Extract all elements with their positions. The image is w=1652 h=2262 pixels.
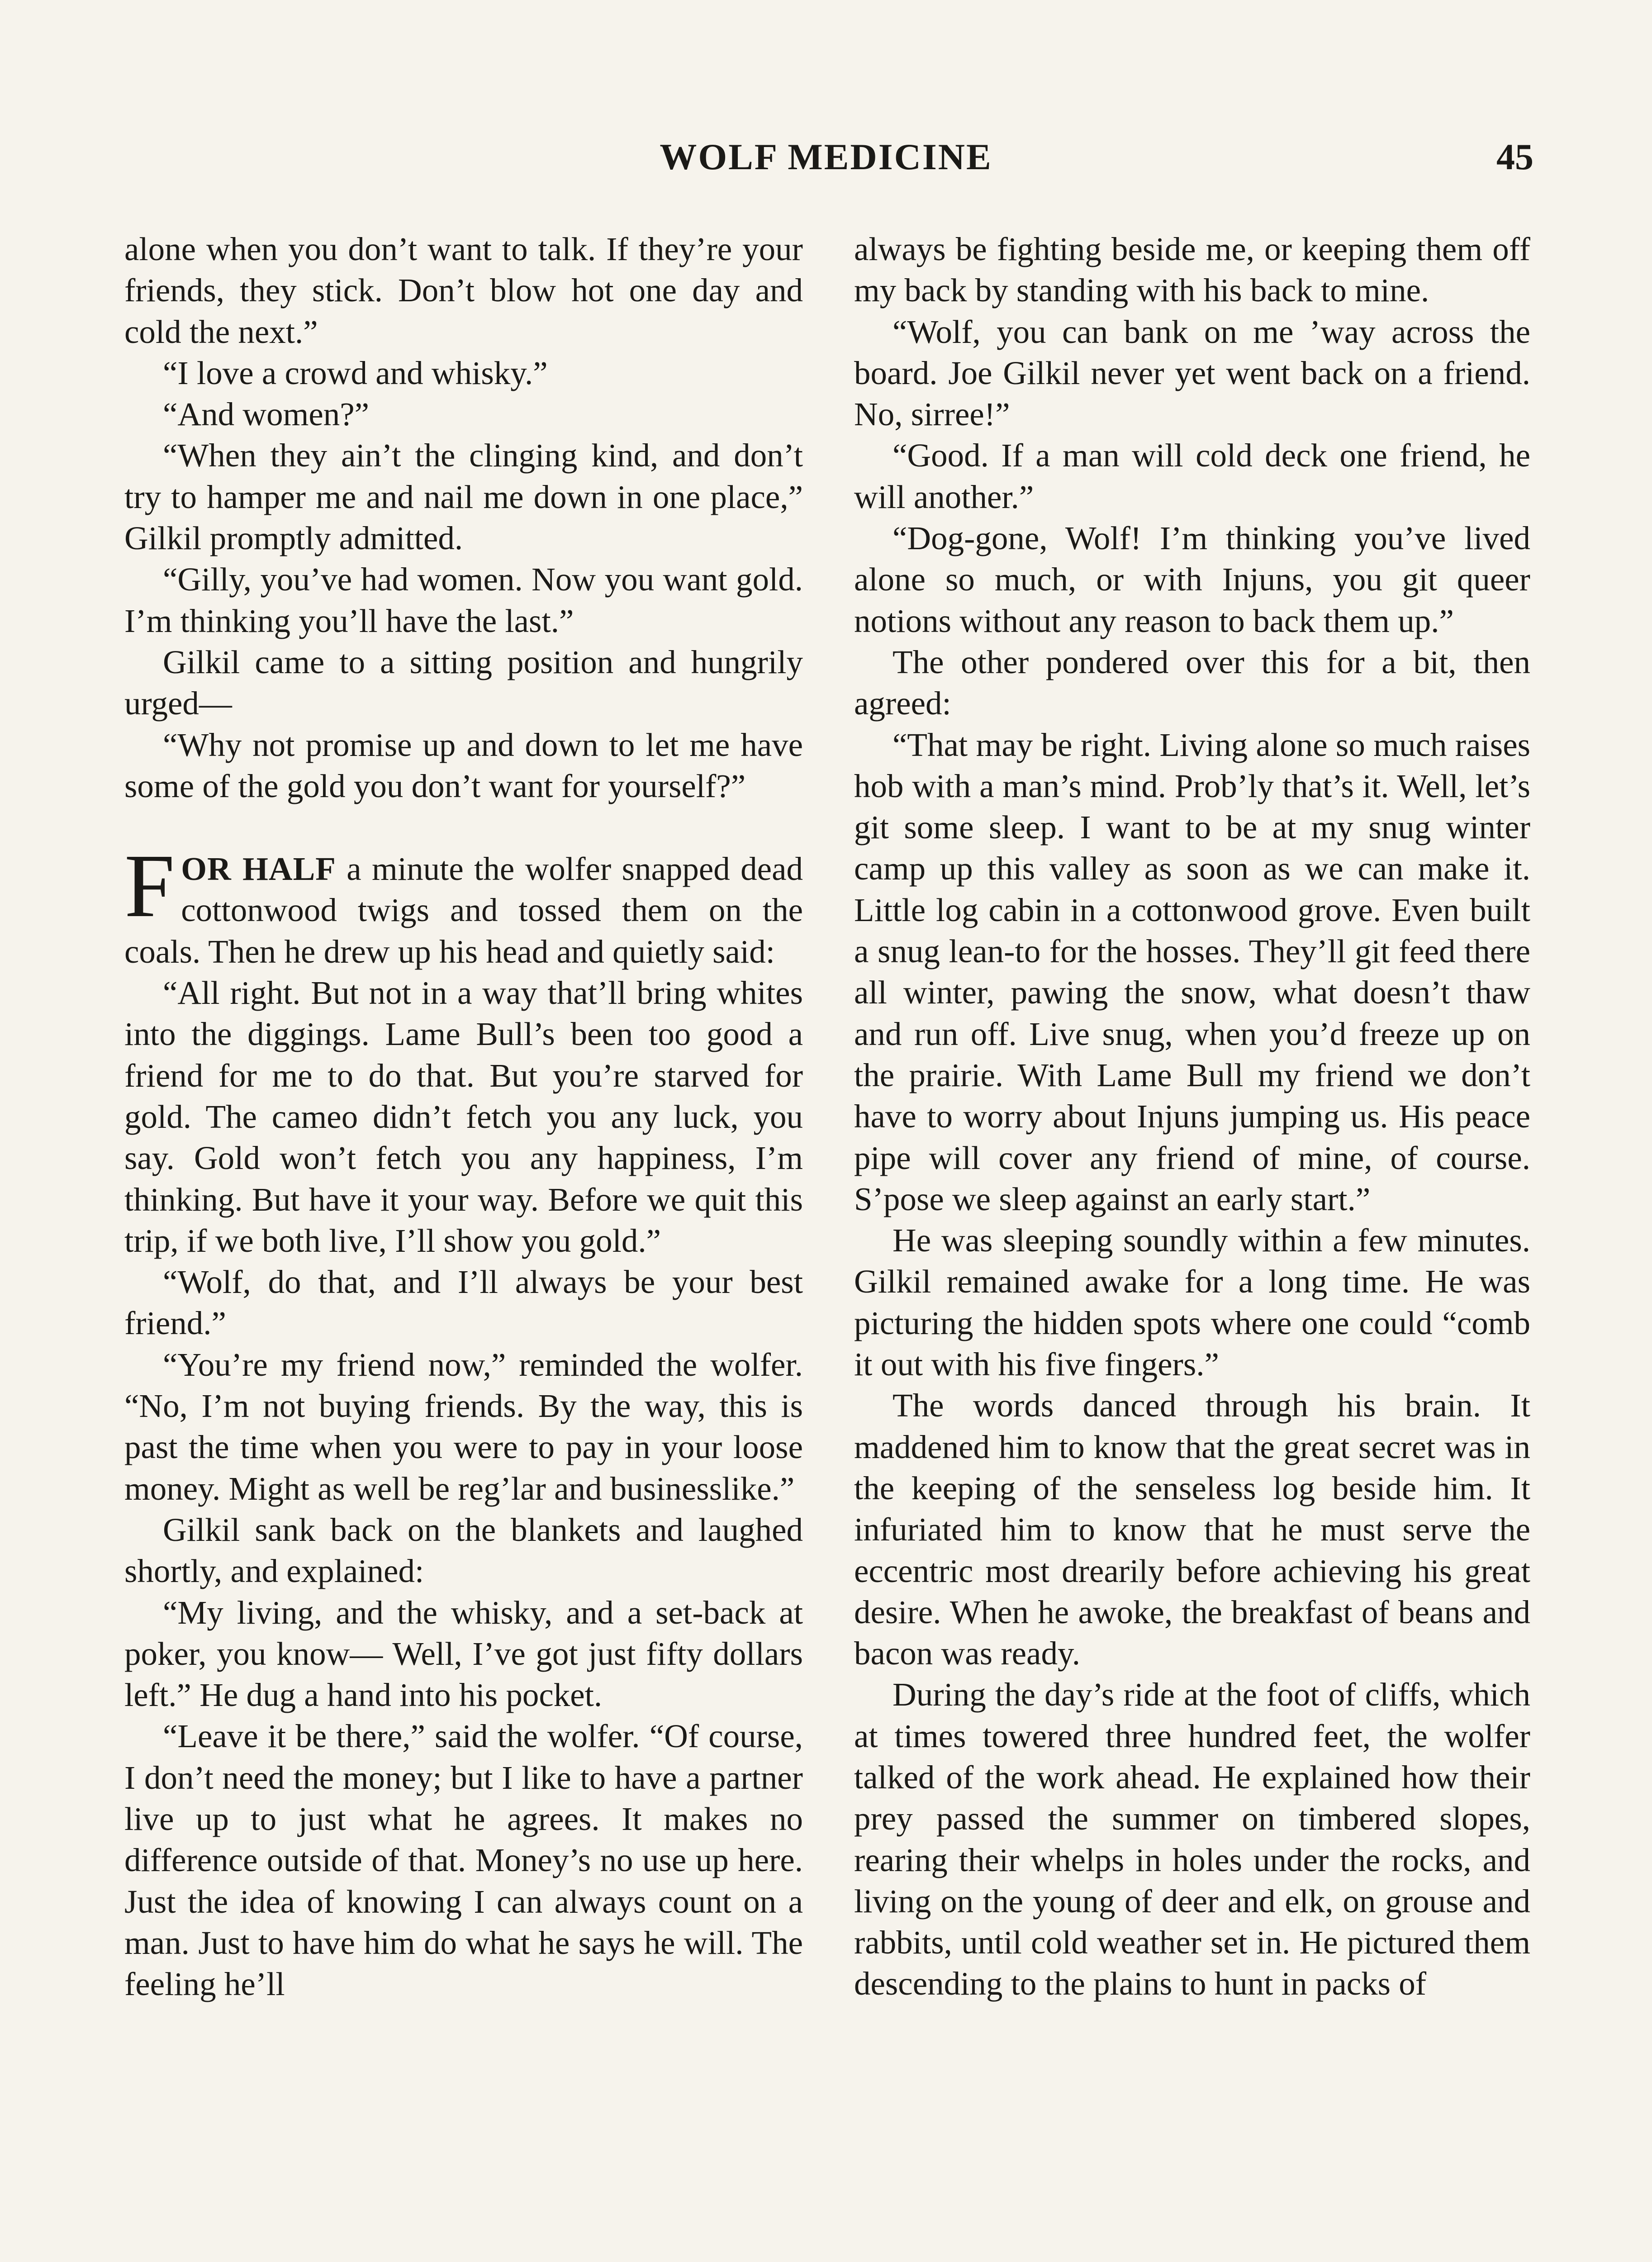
- paragraph: “My living, and the whisky, and a set-back at poker, you know— Well, I’ve got just fifty dollars left.” He dug a hand into his pocket.: [124, 1594, 803, 1714]
- paragraph: “I love a crowd and whisky.”: [163, 354, 548, 391]
- paragraph: “Wolf, you can bank on me ’way across the board. Joe Gilkil never yet went back on a friend. No, sirree!”: [854, 313, 1530, 433]
- left-column: [124, 228, 803, 2005]
- paragraph: “And women?”: [163, 396, 370, 433]
- paragraph: “Why not promise up and down to let me have some of the gold you don’t want for yourself?”: [124, 726, 803, 804]
- paragraph: “Gilly, you’ve had women. Now you want gold. I’m thinking you’ll have the last.”: [124, 561, 803, 639]
- paragraph: “Leave it be there,” said the wolfer. “Of course, I don’t need the money; but I like to have a partner live up to just what he agrees. It makes no difference outside of that. Money’s no use up here. Just the idea of knowing I can always count on a man. Just to have him do what he says he will. The feeling he’ll: [124, 1718, 803, 2003]
- paragraph: The other pondered over this for a bit, then agreed:: [854, 643, 1530, 722]
- page-header: [0, 136, 1652, 185]
- page-number: 45: [1496, 136, 1533, 177]
- paragraph: alone when you don’t want to talk. If they’re your friends, they stick. Don’t blow hot one day and cold the next.”: [124, 231, 803, 350]
- paragraph: “You’re my friend now,” reminded the wolfer. “No, I’m not buying friends. By the way, this is past the time when you were to pay in your loose money. Might as well be reg’lar and businesslike.”: [124, 1346, 803, 1507]
- section-opening-paragraph: [124, 836, 803, 972]
- paragraph: “Wolf, do that, and I’ll always be your best friend.”: [124, 1264, 803, 1342]
- paragraph: Gilkil came to a sitting position and hungrily urged—: [124, 643, 803, 722]
- paragraph: During the day’s ride at the foot of cliffs, which at times towered three hundred feet, the wolfer talked of the work ahead. He explained how their prey passed the summer on timbered slopes, rearing their whelps in holes under the rocks, and living on the young of deer and elk, on grouse and rabbits, until cold weather set in. He pictured them descending to the plains to hunt in packs of: [854, 1676, 1530, 2002]
- paragraph: “That may be right. Living alone so much raises hob with a man’s mind. Prob’ly that’s it. Well, let’s git some sleep. I want to be at my snug winter camp up this valley as soon as we can make it. Little log cabin in a cottonwood grove. Even built a snug lean-to for the hosses. They’ll git feed there all winter, pawing the snow, what doesn’t thaw and run off. Live snug, when you’d freeze up on the prairie. With Lame Bull my friend we don’t have to worry about Injuns jumping us. His peace pipe will cover any friend of mine, of course. S’pose we sleep against an early start.”: [854, 726, 1530, 1217]
- paragraph: “Good. If a man will cold deck one friend, he will another.”: [854, 437, 1530, 515]
- paragraph: “Dog-gone, Wolf! I’m thinking you’ve lived alone so much, or with Injuns, you git queer notions without any reason to back them up.”: [854, 520, 1530, 639]
- paragraph: “All right. But not in a way that’ll bring whites into the diggings. Lame Bull’s been too good a friend for me to do that. But you’re starved for gold. The cameo didn’t fetch you any luck, you say. Gold won’t fetch you any happiness, I’m thinking. But have it your way. Before we quit this trip, if we both live, I’ll show you gold.”: [124, 974, 803, 1259]
- paragraph: Gilkil sank back on the blankets and laughed shortly, and explained:: [124, 1511, 803, 1590]
- paragraph: The words danced through his brain. It maddened him to know that the great secret was in the keeping of the senseless log beside him. It infuriated him to know that he must serve the eccentric most drearily before achieving his great desire. When he awoke, the breakfast of beans and bacon was ready.: [854, 1387, 1530, 1672]
- paragraph: always be fighting beside me, or keeping them off my back by standing with his back to mine.: [854, 231, 1530, 309]
- running-title: WOLF MEDICINE: [660, 136, 992, 177]
- paragraph: He was sleeping soundly within a few minutes. Gilkil remained awake for a long time. He was picturing the hidden spots where one could “comb it out with his five fingers.”: [854, 1222, 1530, 1383]
- drop-cap: F: [124, 836, 175, 936]
- paragraph: “When they ain’t the clinging kind, and don’t try to hamper me and nail me down in one place,” Gilkil promptly admitted.: [124, 437, 803, 557]
- lead-in-caps: OR HALF: [181, 851, 336, 888]
- right-column: [854, 228, 1530, 2005]
- paragraph-text: a minute the wolfer snapped dead cottonwood twigs and tossed them on the coals. Then he drew up his head and quietly said:: [124, 851, 803, 970]
